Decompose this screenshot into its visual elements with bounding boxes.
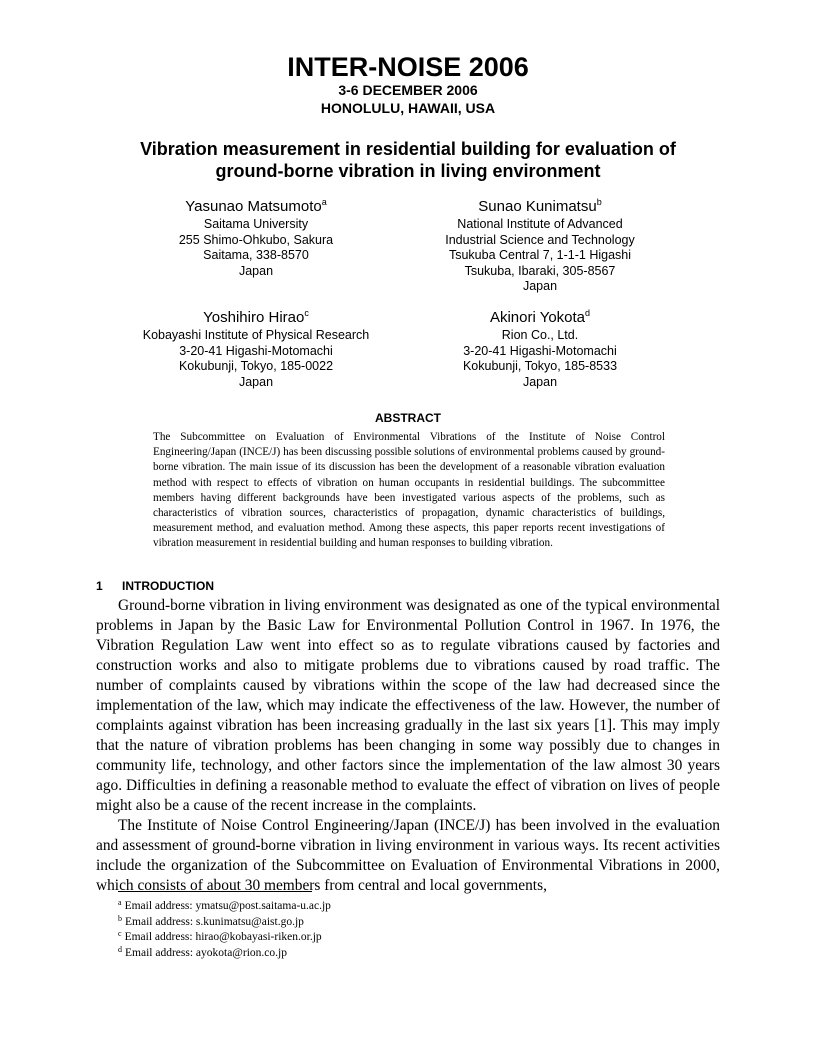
paper-title-line: Vibration measurement in residential building for evaluation of [140,139,676,159]
affiliation-line: Japan [238,263,274,278]
affiliation-line: Industrial Science and Technology [445,232,635,247]
affiliation-line: 255 Shimo-Ohkubo, Sakura [178,232,334,247]
footnote-mark: d [118,944,122,954]
footnote-divider [118,891,312,892]
conference-location: HONOLULU, HAWAII, USA [320,100,496,116]
affiliation-mark: b [596,197,602,207]
footnote-mark: c [118,929,122,939]
footnotes [118,899,331,961]
author-block [150,198,362,279]
affiliation-line: National Institute of Advanced [457,217,623,231]
footnote: $^d$ Email address: ayokota@rion.co.jp [118,944,287,959]
author-block [420,198,660,295]
affiliation-line: Japan [522,279,558,293]
affiliation-mark: c [304,308,309,318]
affiliation-line: 3-20-41 Higashi-Motomachi [463,343,617,358]
paper-title-line: ground-borne vibration in living environment [215,161,601,181]
affiliation-line: Rion Co., Ltd. [501,328,579,342]
affiliation-line: 3-20-41 Higashi-Motomachi [179,343,333,358]
affiliation-line: Saitama University [203,217,309,231]
conference-dates: 3-6 DECEMBER 2006 [338,82,478,98]
author-block [420,309,660,390]
affiliation-line: Kokubunji, Tokyo, 185-8533 [462,359,618,373]
affiliation-line: Saitama, 338-8570 [203,248,309,262]
footnote: $^c$ Email address: hirao@kobayasi-riken.or.jp [118,929,322,944]
footnote: $^a$ Email address: ymatsu@post.saitama-u.ac.jp [118,898,331,912]
paper-title [110,138,706,182]
footnote-mark: a [118,898,122,907]
affiliation-line: Japan [238,374,274,389]
section-title: INTRODUCTION [122,579,214,593]
section-number: 1 [96,579,103,593]
affiliation-mark: d [585,308,591,318]
abstract-text: The Subcommittee on Evaluation of Environmental Vibrations of the Institute of Noise Control Engineering/Japan (INCE/J) has been discussing possible solutions of environmental problems caused by ground-borne vibration. The main issue of its discussion has been the development of a reasonable vibration evaluation method with respect to effects of vibration on human occupants in residential buildings. The subcommittee members having different backgrounds have been investigated various aspects of the problems, such as characteristics of vibration sources, characteristics of propagation, dynamic characteristics of buildings, measurement method, and evaluation method. Among these aspects, this paper reports recent investigations of vibration measurement in residential building and human responses to building vibration. [153,431,665,550]
section-body [96,596,720,896]
affiliation-line: Japan [522,374,558,389]
body-paragraph: Ground-borne vibration in living environment was designated as one of the typical environmental problems in Japan by the Basic Law for Environmental Pollution Control in 1967. In 1976, the Vibration Regulation Law went into effect so as to regulate vibrations caused by factories and construction works and also to mitigate problems due to vibrations caused by road traffic. The number of complaints caused by vibrations within the scope of the law had decreased since the implementation of the law, which may indicate the effectiveness of the law. However, the number of complaints against vibration has been increasing gradually in the last six years [1]. This may imply that the nature of vibration problems has been changing in some way possibly due to changes in community life, technology, and other factors since the implementation of the law almost 30 years ago. Difficulties in defining a reasonable method to evaluate the effect of vibration on lives of people might also be a cause of the recent increase in the complaints. [96,597,720,814]
author-name: Yasunao Matsumoto$^a$ [185,197,327,215]
footnote: $^b$ Email address: s.kunimatsu@aist.go.jp [118,913,304,928]
affiliation-line: Tsukuba, Ibaraki, 305-8567 [464,263,616,278]
author-block [128,309,384,390]
conference-title: INTER-NOISE 2006 [287,52,529,82]
author-name: Akinori Yokota$^d$ [489,308,591,326]
footnote-mark: b [118,913,122,923]
author-name: Sunao Kunimatsu$^b$ [478,197,602,215]
author-name: Yoshihiro Hirao$^c$ [203,308,309,326]
affiliation-line: Kokubunji, Tokyo, 185-0022 [178,359,334,373]
section-heading [96,579,214,594]
affiliation-mark: a [321,197,327,207]
affiliation-line: Tsukuba Central 7, 1-1-1 Higashi [448,248,632,262]
body-paragraph: The Institute of Noise Control Engineering/Japan (INCE/J) has been involved in the evaluation and assessment of ground-borne vibration in living environment in various ways. Its recent activities include the organization of the Subcommittee on Evaluation of Environmental Vibrations in 2000, which consists of about 30 members from central and local governments, [96,817,720,894]
abstract-heading: ABSTRACT [375,411,441,425]
affiliation-line: Kobayashi Institute of Physical Research [142,328,370,342]
